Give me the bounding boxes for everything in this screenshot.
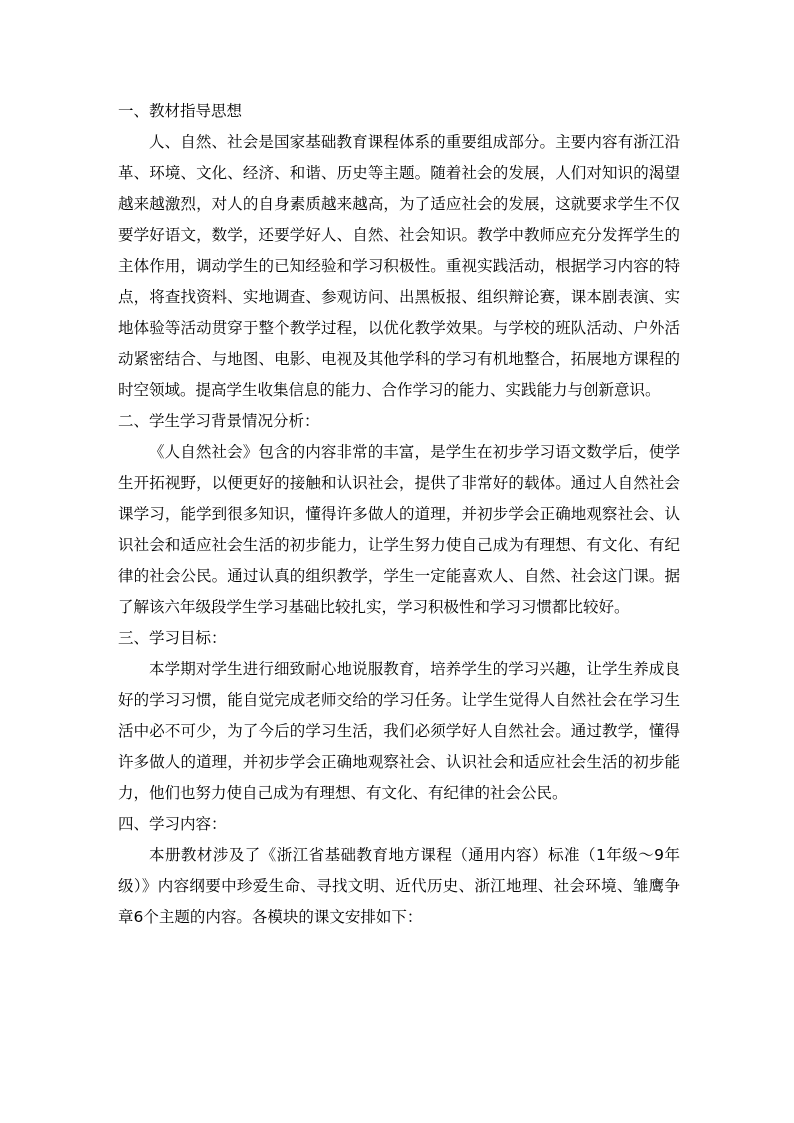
- section-heading: 四、学习内容：: [118, 815, 227, 833]
- section-paragraph: 人、自然、社会是国家基础教育课程体系的重要组成部分。主要内容有浙江沿革、环境、文化、经济、和谐、历史等主题。随着社会的发展，人们对知识的渴望越来越激烈，对人的自身素质越来越高，为了适应社会的发展，这就要求学生不仅要学好语文，数学，还要学好人、自然、社会知识。教学中教师应充分发挥学生的主体作用，调动学生的已知经验和学习积极性。重视实践活动，根据学习内容的特点，将查找资料、实地调查、参观访问、出黑板报、组织辩论赛，课本剧表演、实地体验等活动贯穿于整个教学过程，以优化教学效果。与学校的班队活动、户外活动紧密结合、与地图、电影、电视及其他学科的学习有机地整合，拓展地方课程的时空领域。提高学生收集信息的能力、合作学习的能力、实践能力与创新意识。: [118, 133, 680, 399]
- section-student-background: [118, 406, 680, 623]
- section-paragraph: 《人自然社会》包含的内容非常的丰富，是学生在初步学习语文数学后，使学生开拓视野，以便更好的接触和认识社会，提供了非常好的载体。通过人自然社会课学习，能学到很多知识，懂得许多做人的道理，并初步学会正确地观察社会、认识社会和适应社会生活的初步能力，让学生努力使自己成为有理想、有文化、有纪律的社会公民。通过认真的组织教学，学生一定能喜欢人、自然、社会这门课。据了解该六年级段学生学习基础比较扎实，学习积极性和学习习惯都比较好。: [118, 443, 680, 616]
- section-learning-goals: [118, 623, 680, 809]
- document-page: [118, 96, 680, 933]
- section-heading: 三、学习目标：: [118, 629, 227, 647]
- section-paragraph: 本册教材涉及了《浙江省基础教育地方课程（通用内容）标准（1年级～9年级）》内容纲要中珍爱生命、寻找文明、近代历史、浙江地理、社会环境、雏鹰争章6个主题的内容。各模块的课文安排如下：: [118, 846, 680, 926]
- section-teaching-philosophy: [118, 96, 680, 406]
- section-heading: 二、学生学习背景情况分析：: [118, 412, 320, 430]
- section-paragraph: 本学期对学生进行细致耐心地说服教育，培养学生的学习兴趣，让学生养成良好的学习习惯，能自觉完成老师交给的学习任务。让学生觉得人自然社会在学习生活中必不可少，为了今后的学习生活，我们必须学好人自然社会。通过教学，懂得许多做人的道理，并初步学会正确地观察社会、认识社会和适应社会生活的初步能力，他们也努力使自己成为有理想、有文化、有纪律的社会公民。: [118, 660, 680, 802]
- section-learning-content: [118, 809, 680, 933]
- section-heading: 一、教材指导思想: [118, 102, 243, 120]
